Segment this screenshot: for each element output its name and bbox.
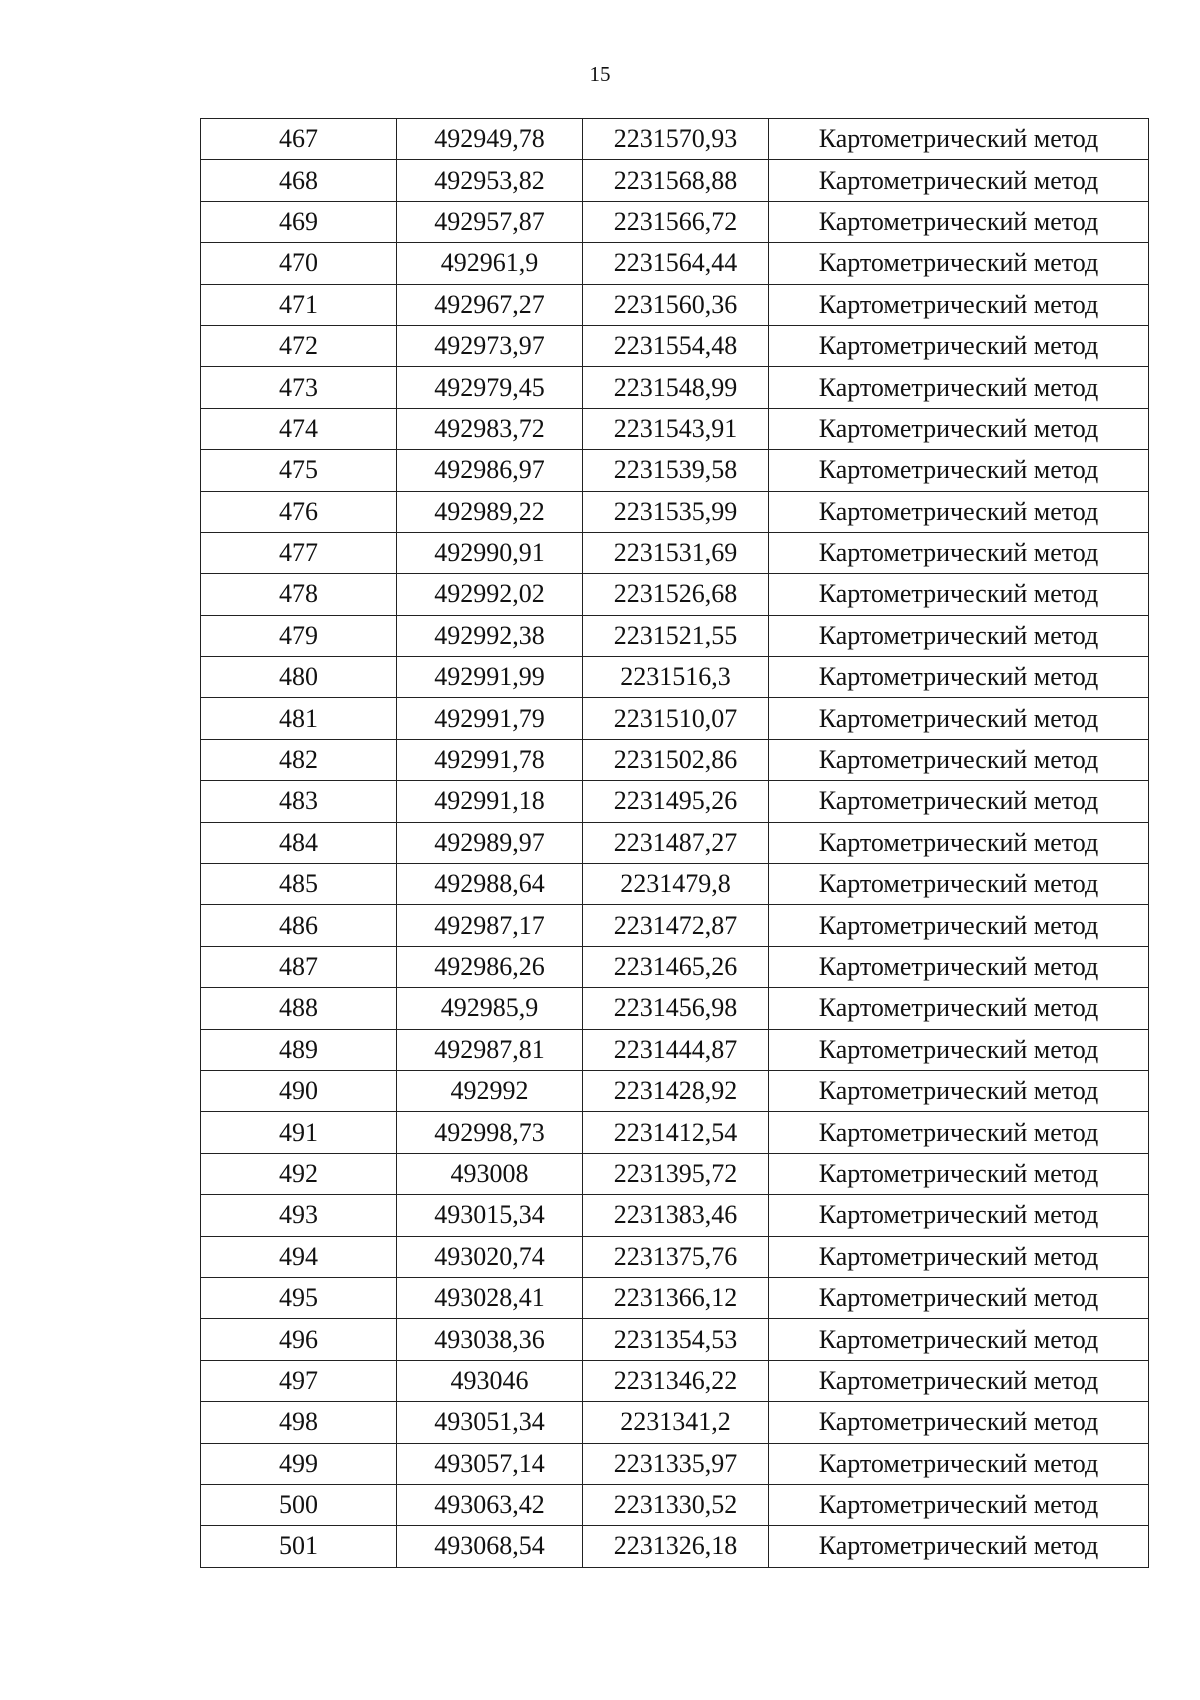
method-cell: Картометрический метод	[769, 408, 1149, 449]
point-number-cell: 486	[201, 905, 397, 946]
point-number-cell: 468	[201, 160, 397, 201]
point-number-cell: 476	[201, 491, 397, 532]
point-number-cell: 473	[201, 367, 397, 408]
table-row	[201, 1195, 1149, 1236]
x-coordinate-cell: 493057,14	[397, 1443, 583, 1484]
table-row	[201, 946, 1149, 987]
table-row	[201, 822, 1149, 863]
table-row	[201, 243, 1149, 284]
table-row	[201, 574, 1149, 615]
table-row	[201, 284, 1149, 325]
x-coordinate-cell: 493015,34	[397, 1195, 583, 1236]
table-row	[201, 201, 1149, 242]
table-row	[201, 491, 1149, 532]
x-coordinate-cell: 492953,82	[397, 160, 583, 201]
x-coordinate-cell: 492985,9	[397, 988, 583, 1029]
x-coordinate-cell: 492991,18	[397, 781, 583, 822]
y-coordinate-cell: 2231395,72	[583, 1153, 769, 1194]
method-cell: Картометрический метод	[769, 946, 1149, 987]
x-coordinate-cell: 492991,99	[397, 657, 583, 698]
x-coordinate-cell: 492988,64	[397, 864, 583, 905]
y-coordinate-cell: 2231472,87	[583, 905, 769, 946]
table-row	[201, 739, 1149, 780]
point-number-cell: 492	[201, 1153, 397, 1194]
method-cell: Картометрический метод	[769, 988, 1149, 1029]
x-coordinate-cell: 493020,74	[397, 1236, 583, 1277]
y-coordinate-cell: 2231568,88	[583, 160, 769, 201]
y-coordinate-cell: 2231487,27	[583, 822, 769, 863]
point-number-cell: 480	[201, 657, 397, 698]
y-coordinate-cell: 2231412,54	[583, 1112, 769, 1153]
point-number-cell: 477	[201, 532, 397, 573]
y-coordinate-cell: 2231335,97	[583, 1443, 769, 1484]
point-number-cell: 478	[201, 574, 397, 615]
method-cell: Картометрический метод	[769, 325, 1149, 366]
table-row	[201, 1360, 1149, 1401]
x-coordinate-cell: 492998,73	[397, 1112, 583, 1153]
y-coordinate-cell: 2231383,46	[583, 1195, 769, 1236]
y-coordinate-cell: 2231502,86	[583, 739, 769, 780]
y-coordinate-cell: 2231428,92	[583, 1070, 769, 1111]
method-cell: Картометрический метод	[769, 905, 1149, 946]
method-cell: Картометрический метод	[769, 615, 1149, 656]
y-coordinate-cell: 2231560,36	[583, 284, 769, 325]
table-row	[201, 1029, 1149, 1070]
point-number-cell: 501	[201, 1526, 397, 1567]
method-cell: Картометрический метод	[769, 1277, 1149, 1318]
point-number-cell: 485	[201, 864, 397, 905]
table-row	[201, 864, 1149, 905]
point-number-cell: 494	[201, 1236, 397, 1277]
y-coordinate-cell: 2231543,91	[583, 408, 769, 449]
point-number-cell: 497	[201, 1360, 397, 1401]
point-number-cell: 469	[201, 201, 397, 242]
table-row	[201, 408, 1149, 449]
point-number-cell: 493	[201, 1195, 397, 1236]
y-coordinate-cell: 2231456,98	[583, 988, 769, 1029]
x-coordinate-cell: 492957,87	[397, 201, 583, 242]
table-row	[201, 1402, 1149, 1443]
point-number-cell: 500	[201, 1484, 397, 1525]
table-row	[201, 1443, 1149, 1484]
y-coordinate-cell: 2231326,18	[583, 1526, 769, 1567]
x-coordinate-cell: 492992,38	[397, 615, 583, 656]
x-coordinate-cell: 492961,9	[397, 243, 583, 284]
table-row	[201, 160, 1149, 201]
x-coordinate-cell: 492992,02	[397, 574, 583, 615]
point-number-cell: 496	[201, 1319, 397, 1360]
method-cell: Картометрический метод	[769, 1029, 1149, 1070]
method-cell: Картометрический метод	[769, 532, 1149, 573]
point-number-cell: 487	[201, 946, 397, 987]
table-row	[201, 905, 1149, 946]
method-cell: Картометрический метод	[769, 822, 1149, 863]
x-coordinate-cell: 492991,78	[397, 739, 583, 780]
y-coordinate-cell: 2231479,8	[583, 864, 769, 905]
table-row	[201, 988, 1149, 1029]
method-cell: Картометрический метод	[769, 1112, 1149, 1153]
point-number-cell: 488	[201, 988, 397, 1029]
point-number-cell: 474	[201, 408, 397, 449]
x-coordinate-cell: 493028,41	[397, 1277, 583, 1318]
table-row	[201, 119, 1149, 160]
table-row	[201, 1112, 1149, 1153]
point-number-cell: 489	[201, 1029, 397, 1070]
x-coordinate-cell: 492986,97	[397, 450, 583, 491]
method-cell: Картометрический метод	[769, 1070, 1149, 1111]
y-coordinate-cell: 2231516,3	[583, 657, 769, 698]
point-number-cell: 479	[201, 615, 397, 656]
x-coordinate-cell: 493063,42	[397, 1484, 583, 1525]
method-cell: Картометрический метод	[769, 450, 1149, 491]
point-number-cell: 475	[201, 450, 397, 491]
x-coordinate-cell: 492991,79	[397, 698, 583, 739]
method-cell: Картометрический метод	[769, 1526, 1149, 1567]
y-coordinate-cell: 2231526,68	[583, 574, 769, 615]
y-coordinate-cell: 2231566,72	[583, 201, 769, 242]
x-coordinate-cell: 492989,22	[397, 491, 583, 532]
y-coordinate-cell: 2231330,52	[583, 1484, 769, 1525]
x-coordinate-cell: 492990,91	[397, 532, 583, 573]
method-cell: Картометрический метод	[769, 160, 1149, 201]
method-cell: Картометрический метод	[769, 1402, 1149, 1443]
point-number-cell: 498	[201, 1402, 397, 1443]
table-row	[201, 1153, 1149, 1194]
method-cell: Картометрический метод	[769, 1236, 1149, 1277]
method-cell: Картометрический метод	[769, 284, 1149, 325]
x-coordinate-cell: 492992	[397, 1070, 583, 1111]
x-coordinate-cell: 492987,81	[397, 1029, 583, 1070]
x-coordinate-cell: 492986,26	[397, 946, 583, 987]
method-cell: Картометрический метод	[769, 574, 1149, 615]
method-cell: Картометрический метод	[769, 119, 1149, 160]
table-row	[201, 615, 1149, 656]
table-body	[201, 119, 1149, 1568]
method-cell: Картометрический метод	[769, 1153, 1149, 1194]
x-coordinate-cell: 492967,27	[397, 284, 583, 325]
method-cell: Картометрический метод	[769, 1319, 1149, 1360]
method-cell: Картометрический метод	[769, 739, 1149, 780]
table-row	[201, 450, 1149, 491]
y-coordinate-cell: 2231366,12	[583, 1277, 769, 1318]
table-row	[201, 1526, 1149, 1567]
y-coordinate-cell: 2231531,69	[583, 532, 769, 573]
method-cell: Картометрический метод	[769, 491, 1149, 532]
x-coordinate-cell: 492987,17	[397, 905, 583, 946]
y-coordinate-cell: 2231510,07	[583, 698, 769, 739]
y-coordinate-cell: 2231444,87	[583, 1029, 769, 1070]
method-cell: Картометрический метод	[769, 864, 1149, 905]
x-coordinate-cell: 493008	[397, 1153, 583, 1194]
point-number-cell: 471	[201, 284, 397, 325]
y-coordinate-cell: 2231521,55	[583, 615, 769, 656]
x-coordinate-cell: 493051,34	[397, 1402, 583, 1443]
method-cell: Картометрический метод	[769, 243, 1149, 284]
x-coordinate-cell: 493068,54	[397, 1526, 583, 1567]
table-row	[201, 367, 1149, 408]
point-number-cell: 491	[201, 1112, 397, 1153]
y-coordinate-cell: 2231548,99	[583, 367, 769, 408]
table-row	[201, 1277, 1149, 1318]
method-cell: Картометрический метод	[769, 781, 1149, 822]
table-row	[201, 1070, 1149, 1111]
point-number-cell: 490	[201, 1070, 397, 1111]
method-cell: Картометрический метод	[769, 367, 1149, 408]
table-row	[201, 325, 1149, 366]
page-number: 15	[589, 62, 611, 86]
point-number-cell: 482	[201, 739, 397, 780]
x-coordinate-cell: 492983,72	[397, 408, 583, 449]
coordinates-table	[200, 118, 1149, 1568]
x-coordinate-cell: 492949,78	[397, 119, 583, 160]
method-cell: Картометрический метод	[769, 1360, 1149, 1401]
y-coordinate-cell: 2231341,2	[583, 1402, 769, 1443]
y-coordinate-cell: 2231465,26	[583, 946, 769, 987]
y-coordinate-cell: 2231535,99	[583, 491, 769, 532]
point-number-cell: 470	[201, 243, 397, 284]
method-cell: Картометрический метод	[769, 1195, 1149, 1236]
x-coordinate-cell: 493046	[397, 1360, 583, 1401]
point-number-cell: 472	[201, 325, 397, 366]
point-number-cell: 481	[201, 698, 397, 739]
table-row	[201, 1319, 1149, 1360]
method-cell: Картометрический метод	[769, 1484, 1149, 1525]
table-row	[201, 1484, 1149, 1525]
y-coordinate-cell: 2231375,76	[583, 1236, 769, 1277]
x-coordinate-cell: 492973,97	[397, 325, 583, 366]
method-cell: Картометрический метод	[769, 657, 1149, 698]
table-row	[201, 781, 1149, 822]
method-cell: Картометрический метод	[769, 1443, 1149, 1484]
table-row	[201, 698, 1149, 739]
x-coordinate-cell: 492979,45	[397, 367, 583, 408]
y-coordinate-cell: 2231495,26	[583, 781, 769, 822]
x-coordinate-cell: 493038,36	[397, 1319, 583, 1360]
y-coordinate-cell: 2231354,53	[583, 1319, 769, 1360]
point-number-cell: 495	[201, 1277, 397, 1318]
table-row	[201, 1236, 1149, 1277]
point-number-cell: 483	[201, 781, 397, 822]
x-coordinate-cell: 492989,97	[397, 822, 583, 863]
table-row	[201, 532, 1149, 573]
y-coordinate-cell: 2231539,58	[583, 450, 769, 491]
y-coordinate-cell: 2231564,44	[583, 243, 769, 284]
method-cell: Картометрический метод	[769, 201, 1149, 242]
method-cell: Картометрический метод	[769, 698, 1149, 739]
y-coordinate-cell: 2231346,22	[583, 1360, 769, 1401]
y-coordinate-cell: 2231570,93	[583, 119, 769, 160]
point-number-cell: 484	[201, 822, 397, 863]
point-number-cell: 499	[201, 1443, 397, 1484]
point-number-cell: 467	[201, 119, 397, 160]
table-row	[201, 657, 1149, 698]
y-coordinate-cell: 2231554,48	[583, 325, 769, 366]
